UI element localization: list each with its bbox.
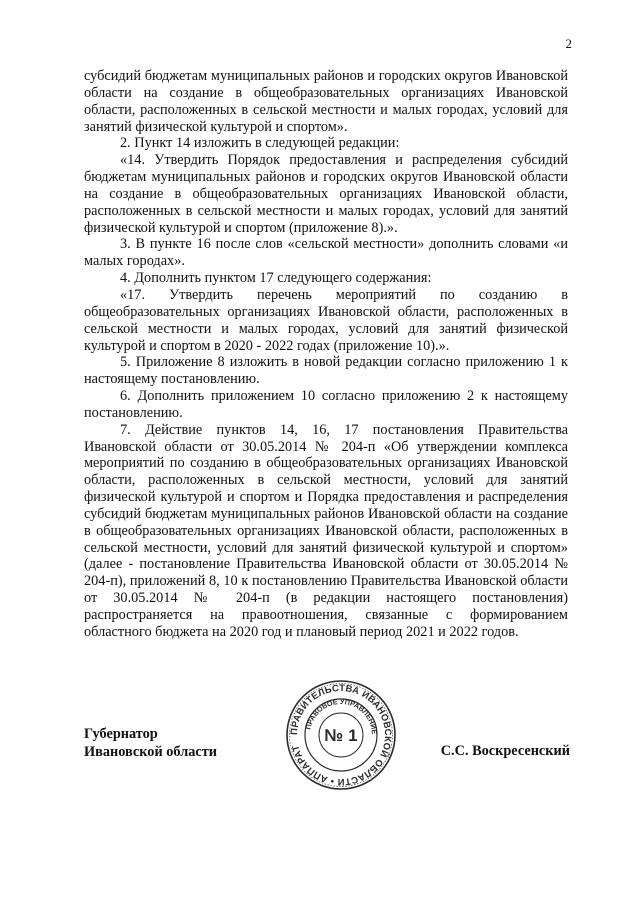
official-seal [284, 678, 398, 792]
seal-inner-text: ПРАВОВОЕ УПРАВЛЕНИЕ [303, 696, 380, 735]
paragraph: 6. Дополнить приложением 10 согласно приложению 2 к настоящему постановлению. [84, 388, 568, 421]
signature-block [84, 681, 570, 855]
seal-ring-text: ПРАВИТЕЛЬСТВА ИВАНОВСКОЙ ОБЛАСТИ • АППАРАТ [287, 681, 395, 789]
paragraph: 4. Дополнить пунктом 17 следующего содержания: [120, 270, 432, 287]
paragraph: субсидий бюджетам муниципальных районов и городских округов Ивановской области на создание в общеобразовательных организациях Ивановской области, расположенных в сельской местности и малых городах, условий для занятий физической культурой и спортом». [84, 68, 568, 135]
seal-number: № 1 [324, 726, 358, 745]
paragraph: 2. Пункт 14 изложить в следующей редакции: [120, 135, 400, 152]
paragraph: 7. Действие пунктов 14, 16, 17 постановления Правительства Ивановской области от 30.05.2014 № 204-п «Об утверждении комплекса мероприятий по созданию в общеобразовательных организациях Ивановской области, расположенных в сельской местности, условий для занятий физической культурой и спортом и Порядка предоставления и распределения субсидий бюджетам муниципальных районов Ивановской области на создание в общеобразовательных организациях Ивановской области, расположенных в сельской местности, условий для занятий физической культурой и спортом» (далее - постановление Правительства Ивановской области от 30.05.2014 № 204-п), приложений 8, 10 к постановлению Правительства Ивановской области от 30.05.2014 № 204-п (в редакции настоящего постановления) распространяется на правоотношения, связанные с формированием областного бюджета на 2020 год и плановый период 2021 и 2022 годов. [84, 421, 568, 640]
paragraph: «14. Утвердить Порядок предоставления и распределения субсидий бюджетам муниципальных районов и городских округов Ивановской области на создание в общеобразовательных организациях Ивановской области, расположенных в сельской местности и малых городах, условий для занятий физической культурой и спортом (приложение 8).». [84, 152, 568, 236]
page-number: 2 [565, 36, 572, 51]
signatory-title-line: Ивановской области [84, 744, 217, 760]
signatory-name: С.С. Воскресенский [440, 743, 570, 759]
signatory-title-line: Губернатор [84, 726, 158, 742]
signatory-title [84, 725, 217, 761]
paragraph: «17. Утвердить перечень мероприятий по созданию в общеобразовательных организациях Ивановской области, расположенных в сельской местности и малых городах, условий для занятий физической культурой и спортом в 2020 - 2022 годах (приложение 10).». [84, 286, 568, 354]
paragraph: 3. В пункте 16 после слов «сельской местности» дополнить словами «и малых городах». [84, 236, 568, 270]
paragraph: 5. Приложение 8 изложить в новой редакции согласно приложению 1 к настоящему постановлению. [84, 354, 568, 388]
body-text [84, 68, 568, 641]
